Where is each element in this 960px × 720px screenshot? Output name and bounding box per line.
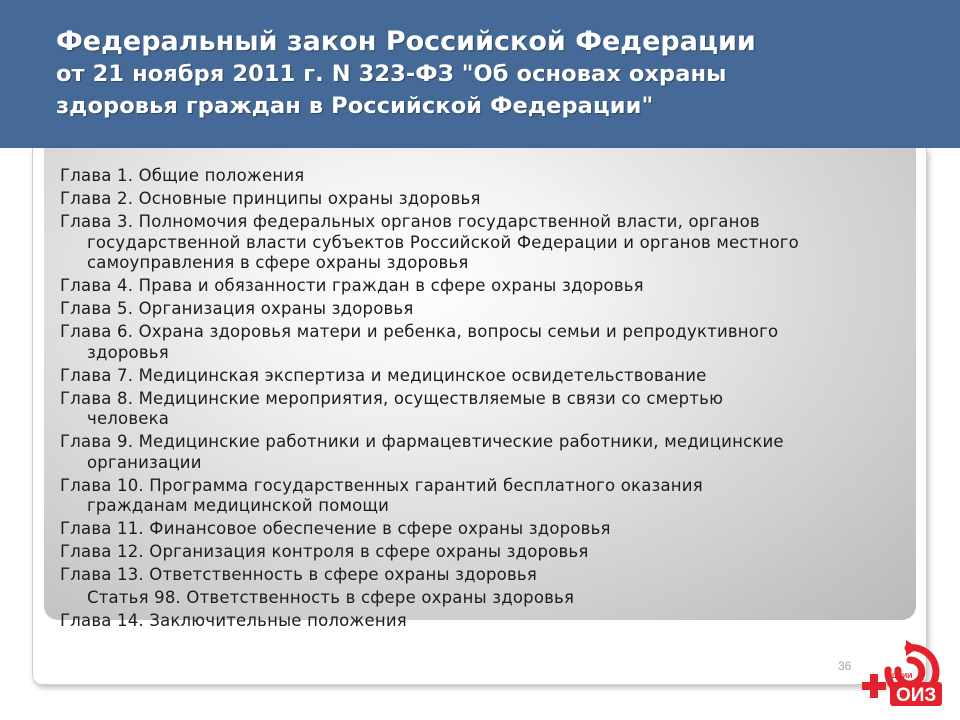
chapter-item: Глава 9. Медицинские работники и фармацевтические работники, медицинские организации — [60, 432, 784, 472]
chapter-item: Глава 3. Полномочия федеральных органов государственной власти, органов государственной власти субъектов Российской Федерации и органов местного самоуправления в сфере охраны здоровья — [60, 212, 799, 272]
chapter-item: Глава 10. Программа государственных гарантий бесплатного оказания гражданам медицинской помощи — [60, 475, 703, 515]
chapter-item: Глава 8. Медицинские мероприятия, осуществляемые в связи со смертью человека — [60, 388, 724, 428]
chapter-item: Глава 1. Общие положения — [60, 166, 305, 185]
title-line-3: здоровья граждан в Российской Федерации" — [56, 93, 654, 119]
title-line-2: от 21 ноября 2011 г. N 323-ФЗ "Об основах охраны — [56, 61, 727, 87]
organization-logo — [858, 636, 956, 716]
title-line-1: Федеральный закон Российской Федерации — [56, 26, 756, 57]
slide-title — [56, 26, 936, 122]
chapter-item: Глава 7. Медицинская экспертиза и медицинское освидетельствование — [60, 365, 707, 385]
chapter-item: Глава 5. Организация охраны здоровья — [60, 299, 414, 318]
logo-text-top: ЦНИИ — [892, 673, 913, 680]
chapter-item: Глава 6. Охрана здоровья матери и ребенка, вопросы семьи и репродуктивного здоровья — [60, 322, 779, 362]
article-item: Статья 98. Ответственность в сфере охраны здоровья — [87, 588, 575, 607]
chapter-item: Глава 12. Организация контроля в сфере охраны здоровья — [60, 542, 589, 561]
logo-text-bottom: ОИЗ — [896, 685, 937, 706]
page-number: 36 — [838, 659, 852, 673]
chapter-item: Глава 11. Финансовое обеспечение в сфере охраны здоровья — [60, 519, 611, 538]
chapter-item: Глава 13. Ответственность в сфере охраны здоровья — [60, 565, 537, 584]
chapter-item: Глава 14. Заключительные положения — [60, 611, 407, 630]
logo-plus-icon — [862, 674, 886, 698]
chapter-list — [60, 166, 920, 634]
chapter-item: Глава 4. Права и обязанности граждан в сфере охраны здоровья — [60, 276, 644, 295]
chapter-item: Глава 2. Основные принципы охраны здоровья — [60, 189, 481, 208]
